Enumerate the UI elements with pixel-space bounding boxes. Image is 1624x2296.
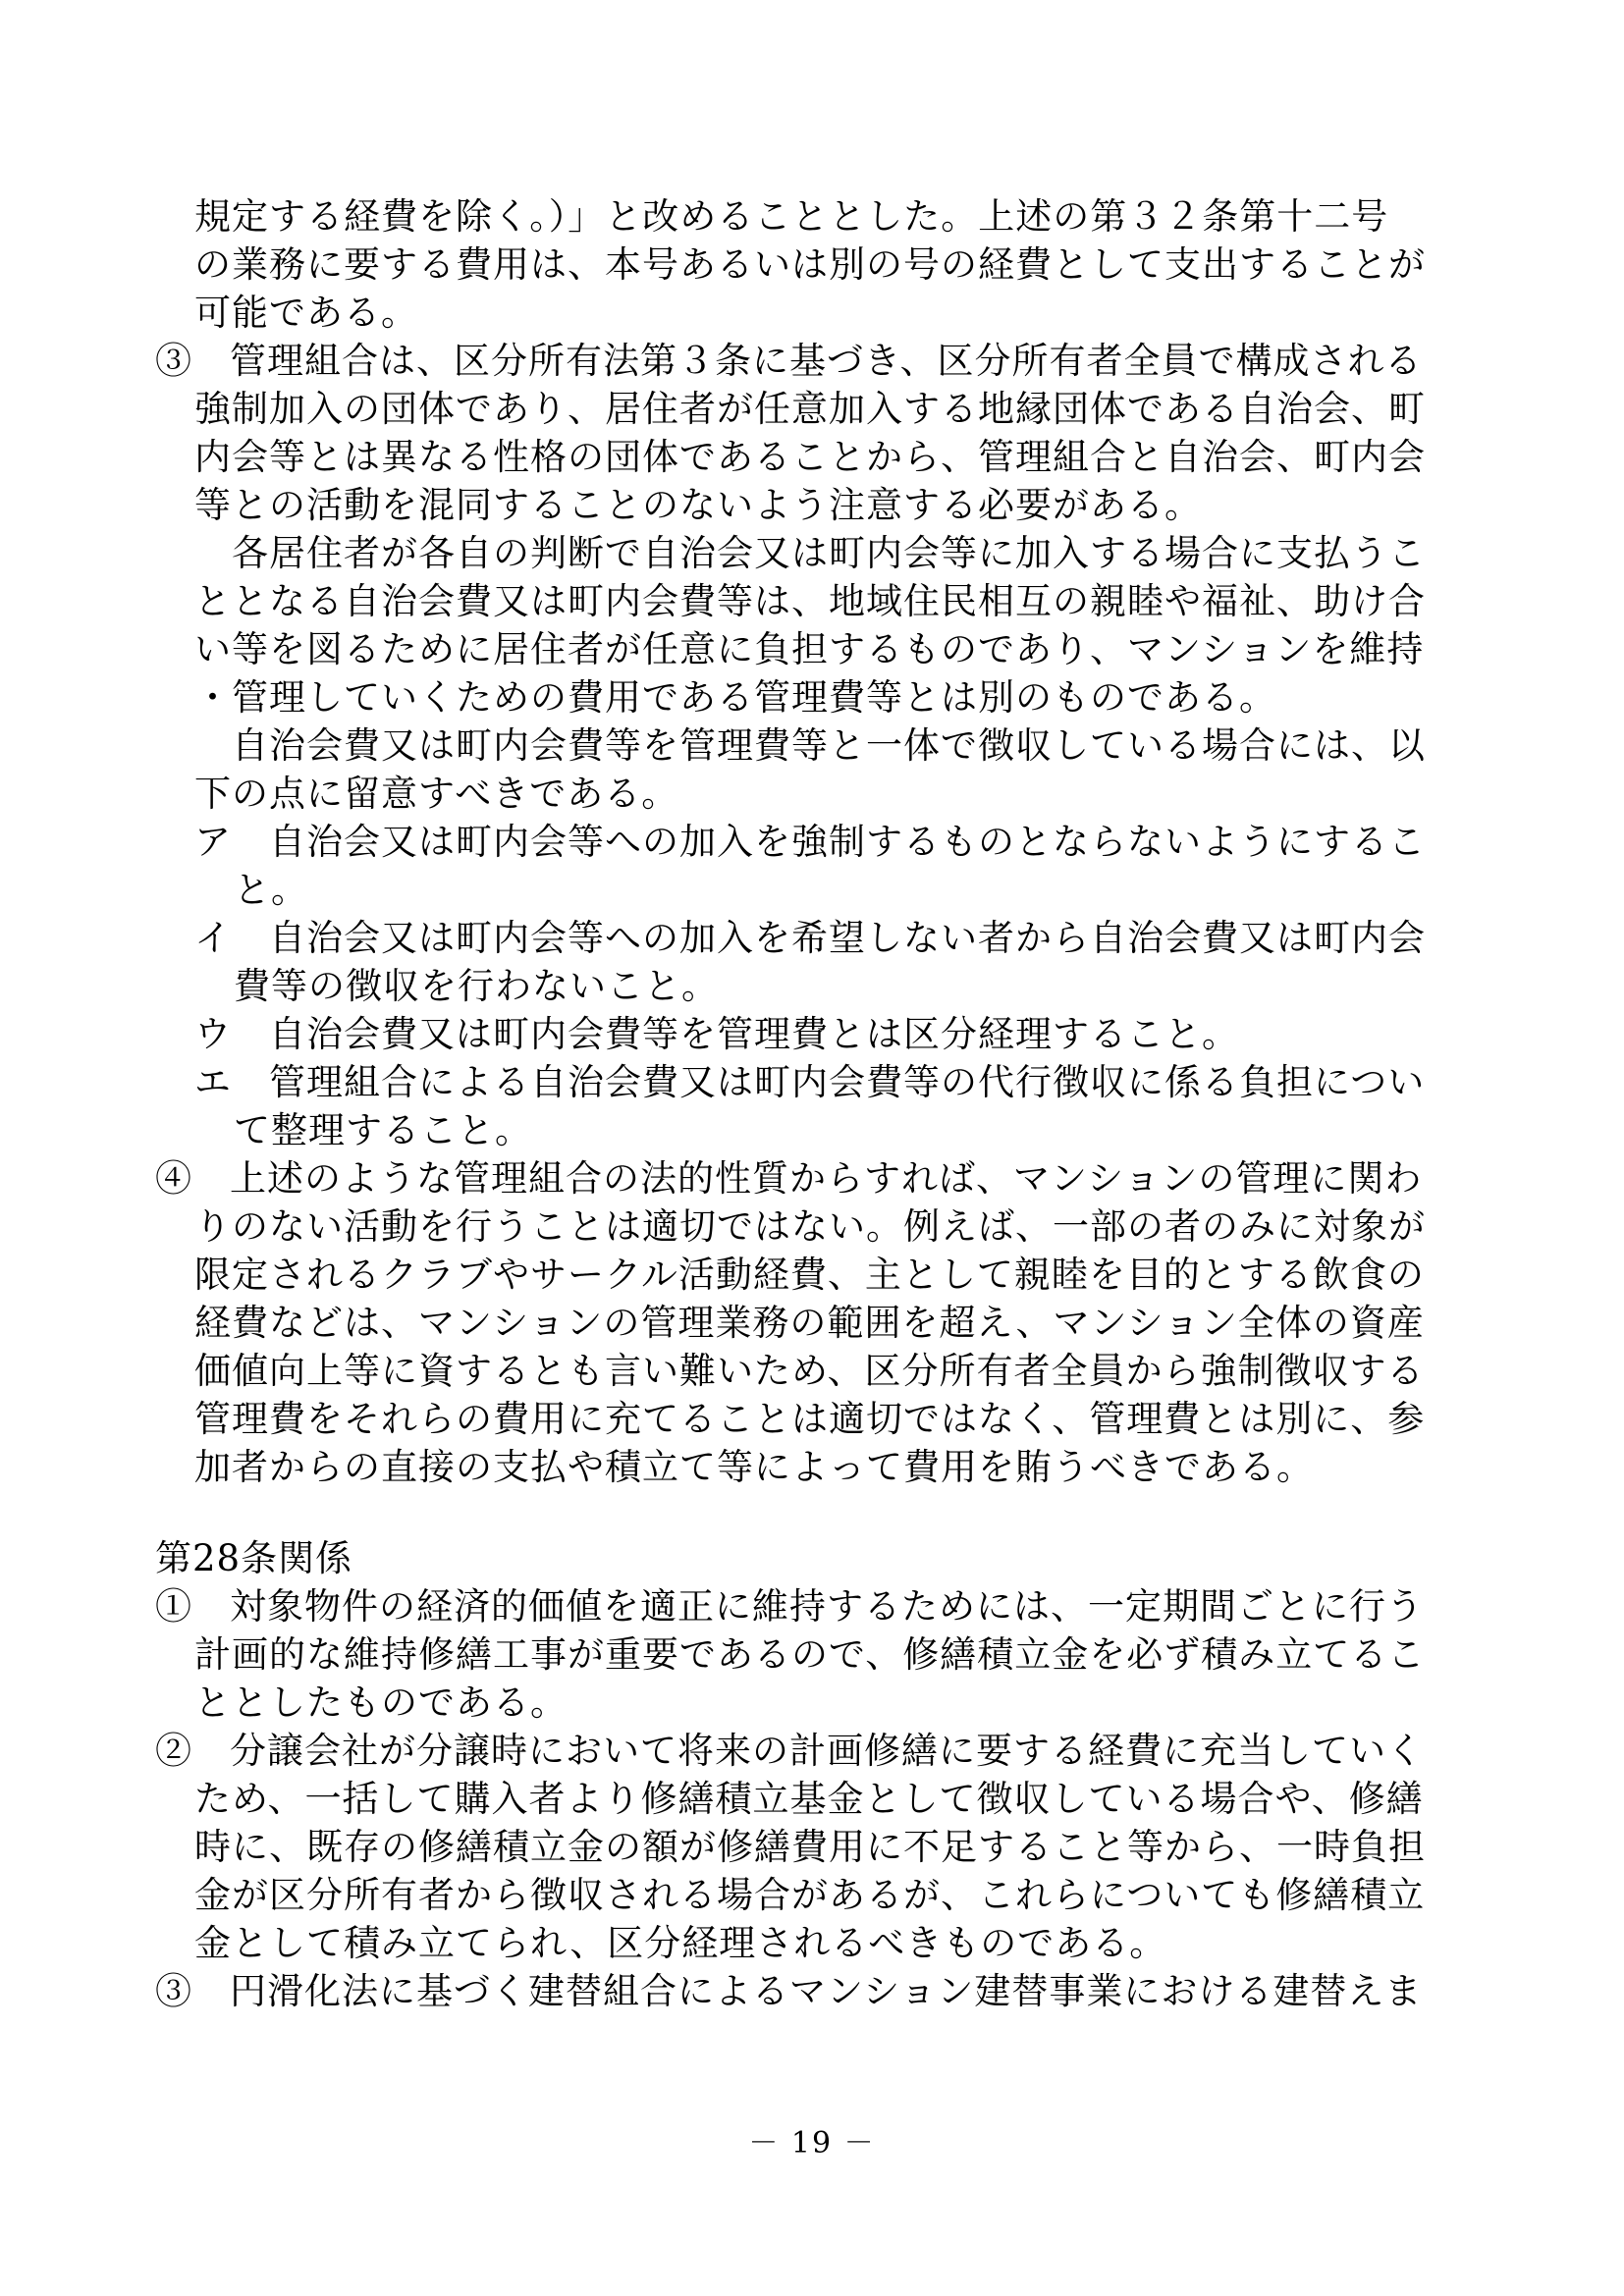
item-marker: ③ [155, 340, 192, 382]
text-line: 限定されるクラブやサークル活動経費、主として親睦を目的とする飲食の [194, 1254, 1425, 1296]
text-line: 費等の徴収を行わないこと。 [234, 965, 719, 1007]
text-line: 金が区分所有者から徴収される場合があるが、これらについても修繕積立 [194, 1874, 1426, 1916]
text-line: の業務に要する費用は、本号あるいは別の号の経費として支出することが [194, 243, 1426, 286]
text-line: 規定する経費を除く。）」と改めることとした。上述の第３２条第十二号 [194, 195, 1389, 238]
list-item-e: エ 管理組合による自治会費又は町内会費等の代行徴収に係る負担につい [194, 1061, 1426, 1103]
section-heading: 第28条関係 [155, 1537, 353, 1579]
text-line: 内会等とは異なる性格の団体であることから、管理組合と自治会、町内会 [194, 436, 1426, 478]
text-line: ととしたものである。 [194, 1682, 568, 1724]
item-marker: ウ [194, 1013, 232, 1055]
text-line: 金として積み立てられ、区分経理されるべきものである。 [194, 1922, 1167, 1964]
page-number: － 19 － [748, 2126, 876, 2161]
text-line: 時に、既存の修繕積立金の額が修繕費用に不足すること等から、一時負担 [194, 1826, 1426, 1868]
text-line: ととなる自治会費又は町内会費等は、地域住民相互の親睦や福祉、助け合 [194, 580, 1426, 622]
section-item-2: ② 分譲会社が分譲時において将来の計画修繕に要する経費に充当していく [155, 1730, 1424, 1772]
text-line: りのない活動を行うことは適切ではない。例えば、一部の者のみに対象が [194, 1205, 1426, 1248]
text-line: 各居住者が各自の判断で自治会又は町内会等に加入する場合に支払うこ [194, 532, 1426, 574]
section-item-1: ① 対象物件の経済的価値を適正に維持するためには、一定期間ごとに行う [155, 1585, 1424, 1628]
list-item-u: ウ 自治会費又は町内会費等を管理費とは区分経理すること。 [194, 1013, 1239, 1055]
list-item-a: ア 自治会又は町内会等への加入を強制するものとならないようにするこ [194, 821, 1426, 863]
text-line: 管理費をそれらの費用に充てることは適切ではなく、管理費とは別に、参 [194, 1398, 1426, 1440]
item-marker: イ [194, 917, 232, 959]
text-line: と。 [234, 869, 308, 911]
numbered-paragraph-3-line: ③ 管理組合は、区分所有法第３条に基づき、区分所有者全員で構成される [155, 340, 1423, 382]
text-line: 自治会費又は町内会費等を管理費等と一体で徴収している場合には、以 [194, 724, 1426, 767]
text-line: 価値向上等に資するとも言い難いため、区分所有者全員から強制徴収する [194, 1350, 1425, 1392]
item-marker: ア [194, 821, 232, 863]
text-line: ・管理していくための費用である管理費等とは別のものである。 [194, 676, 1276, 719]
item-marker: ② [155, 1730, 192, 1772]
text-line: 等との活動を混同することのないよう注意する必要がある。 [194, 484, 1202, 526]
text-line: 経費などは、マンションの管理業務の範囲を超え、マンション全体の資産 [194, 1302, 1425, 1344]
text-line: 下の点に留意すべきである。 [194, 773, 679, 815]
numbered-paragraph-4-line: ④ 上述のような管理組合の法的性質からすれば、マンションの管理に関わ [155, 1157, 1423, 1200]
text-line: い等を図るために居住者が任意に負担するものであり、マンションを維持 [194, 628, 1425, 670]
item-marker: ④ [155, 1157, 192, 1200]
list-item-i: イ 自治会又は町内会等への加入を希望しない者から自治会費又は町内会 [194, 917, 1426, 959]
text-line: 加者からの直接の支払や積立て等によって費用を賄うべきである。 [194, 1446, 1314, 1488]
item-marker: エ [194, 1061, 232, 1103]
text-line: て整理すること。 [234, 1109, 532, 1151]
text-line: 可能である。 [194, 292, 418, 334]
text-line: 計画的な維持修繕工事が重要であるので、修繕積立金を必ず積み立てるこ [194, 1633, 1426, 1676]
item-marker: ① [155, 1585, 192, 1628]
text-line: ため、一括して購入者より修繕積立基金として徴収している場合や、修繕 [194, 1778, 1424, 1820]
item-marker: ③ [155, 1970, 192, 2012]
text-line: 強制加入の団体であり、居住者が任意加入する地縁団体である自治会、町 [194, 388, 1426, 430]
section-item-3: ③ 円滑化法に基づく建替組合によるマンション建替事業における建替えま [155, 1970, 1423, 2012]
document-body [155, 192, 1471, 2015]
